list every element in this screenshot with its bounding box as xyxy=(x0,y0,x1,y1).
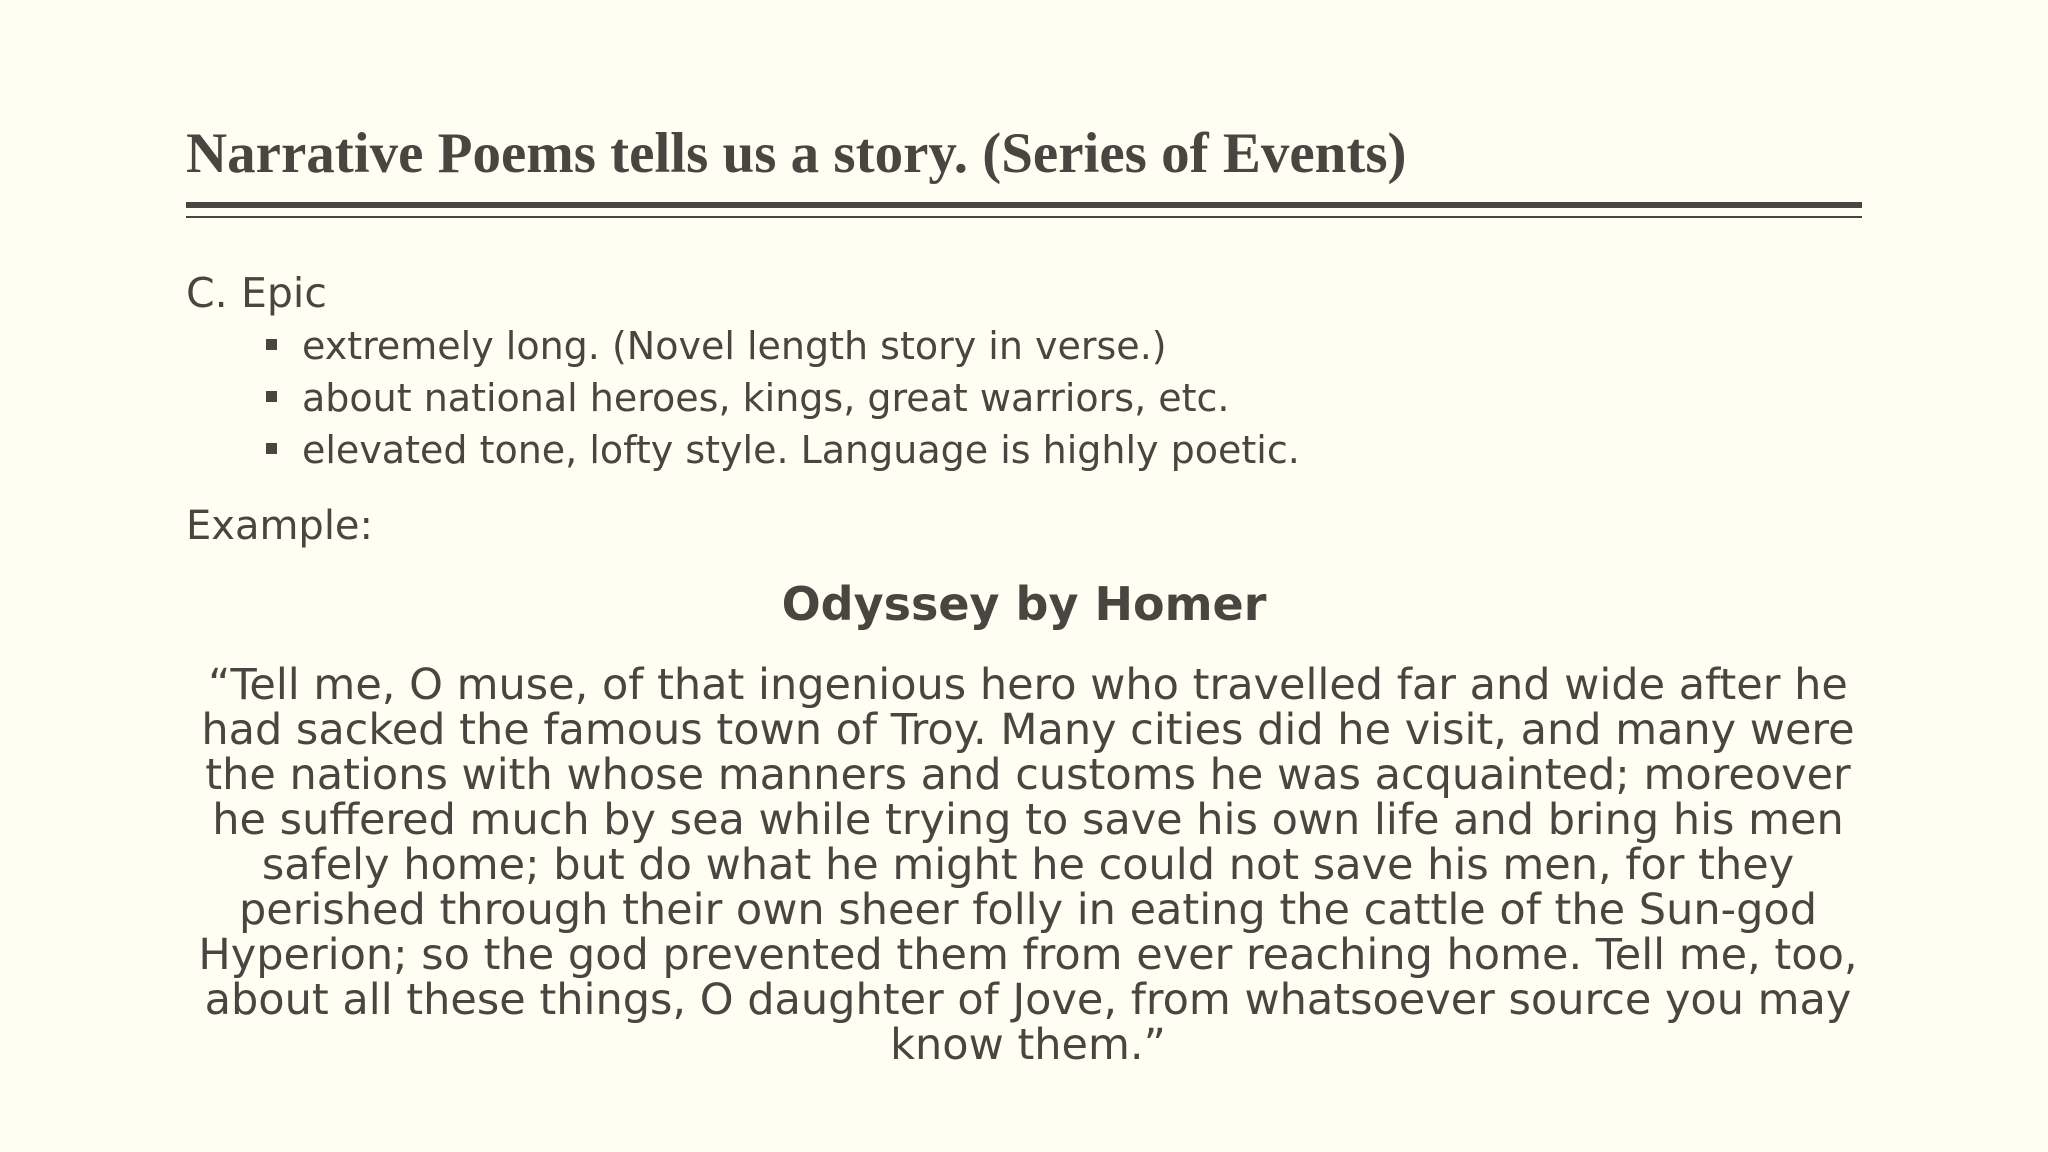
section-heading-text: Epic xyxy=(241,269,327,317)
bullet-text: extremely long. (Novel length story in verse.) xyxy=(302,324,1167,368)
bullet-item xyxy=(266,372,1300,424)
bullet-text: about national heroes, kings, great warriors, etc. xyxy=(302,376,1230,420)
title-divider-thick xyxy=(186,202,1862,208)
square-bullet-icon xyxy=(266,339,277,350)
bullet-text: elevated tone, lofty style. Language is highly poetic. xyxy=(302,428,1300,472)
example-label: Example: xyxy=(186,503,374,549)
bullet-item xyxy=(266,424,1300,476)
work-title: Odyssey by Homer xyxy=(781,577,1267,631)
bullet-item xyxy=(266,320,1300,372)
slide-title: Narrative Poems tells us a story. (Series of Events) xyxy=(186,122,1407,185)
section-letter: C. xyxy=(186,269,228,317)
section-heading xyxy=(186,267,327,319)
square-bullet-icon xyxy=(266,443,277,454)
epic-quote: “Tell me, O muse, of that ingenious hero who travelled far and wide after he had sacked the famous town of Troy. Many cities did he visit, and many were the nations with whose manners and customs he was acquainted; moreover he suffered much by sea while trying to save his own life and bring his men safely home; but do what he might he could not save his men, for they perished through their own sheer folly in eating the cattle of the Sun-god Hyperion; so the god prevented them from ever reaching home. Tell me, too, about all these things, O daughter of Jove, from whatsoever source you may know them.” xyxy=(198,660,1858,1070)
title-divider-thin xyxy=(186,216,1862,218)
square-bullet-icon xyxy=(266,391,277,402)
bullet-list xyxy=(266,320,1300,476)
